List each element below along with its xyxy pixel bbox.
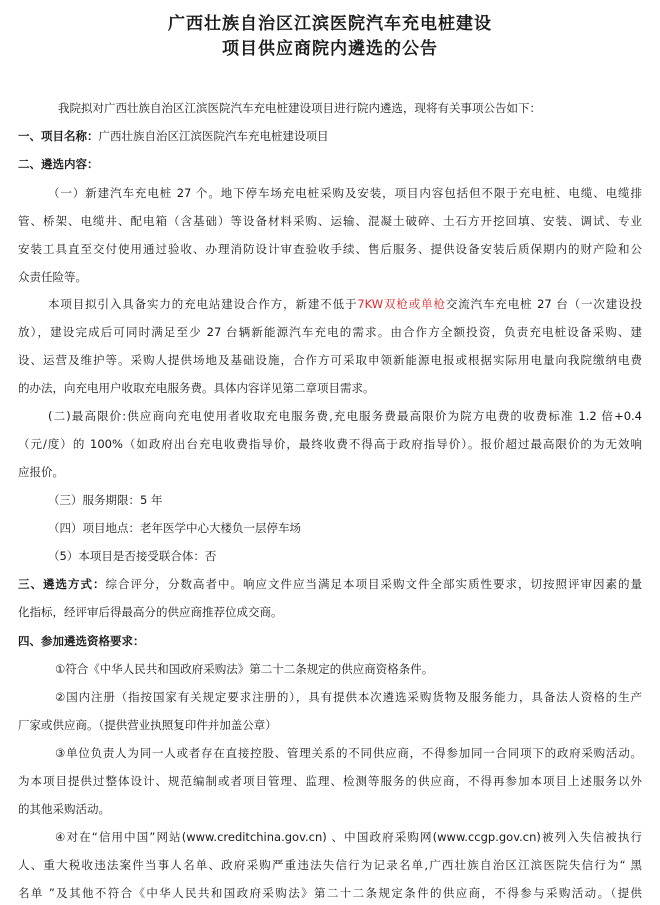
- qualification-item-3-line: ③单位负责人为同一人或者存在直接控股、管理关系的不同供应商，不得参加同一合同项下的政府采购活动。: [55, 746, 642, 760]
- section-2-p3-line: (二)最高限价:供应商向充电使用者收取充电服务费,充电服务费最高限价为院方电费的收费标准 1.2 倍+0.4: [48, 409, 642, 423]
- consortium-accepted: （5）本项目是否接受联合体：否: [48, 549, 217, 563]
- section-3-line: [18, 577, 642, 591]
- section-2-p1-line: 管、桥架、电缆井、配电箱（含基础）等设备材料采购、运输、混凝土破碎、土石方开挖回填、安装、调试、专业: [18, 214, 642, 228]
- highlighted-charger-spec: 7KW双枪或单枪: [357, 297, 446, 311]
- qualification-item-3-line: 的其他采购活动。: [18, 802, 110, 816]
- section-1-heading: 一、项目名称：: [18, 129, 99, 143]
- section-2-p2-line: 设、运营及维护等。采购人提供场地及基础设施，合作方可采取申领新能源电报或根据实际用电量向我院缴纳电费: [18, 353, 642, 367]
- project-location: （四）项目地点：老年医学中心大楼负一层停车场: [48, 521, 301, 535]
- qualification-item-4-line: 名单 ”及其他不符合《中华人民共和国政府采购法》第二十二条规定条件的供应商，不得参与采购活动。（提供: [18, 886, 642, 900]
- section-3-text: 综合评分，分数高者中。响应文件应当满足本项目采购文件全部实质性要求，切按照评审因素的量: [105, 577, 642, 591]
- section-3-line: 化指标，经评审后得最高分的供应商推荐位成交商。: [18, 605, 283, 619]
- qualification-item-4-line: 人、重大税收违法案件当事人名单、政府采购严重违法失信行为记录名单,广西壮族自治区江滨医院失信行为“ 黑: [18, 858, 642, 872]
- qualification-item-1: ①符合《中华人民共和国政府采购法》第二十二条规定的供应商资格条件。: [55, 662, 434, 676]
- section-1-project-name: [18, 129, 642, 143]
- intro-paragraph: 我院拟对广西壮族自治区江滨医院汽车充电桩建设项目进行院内遴选，现将有关事项公告如下：: [58, 101, 541, 115]
- service-period: （三）服务期限：5 年: [48, 493, 163, 507]
- section-2-p3-line: （元/度）的 100%（如政府出台充电收费指导价，最终收费不得高于政府指导价）。报价超过最高限价的为无效响: [18, 437, 642, 451]
- document-title-line-2: 项目供应商院内遴选的公告: [222, 39, 438, 59]
- section-2-p2-text: 本项目拟引入具备实力的充电站建设合作方，新建不低于: [48, 297, 358, 311]
- section-2-p2-text: 交流汽车充电桩 27 台（一次建设投: [445, 297, 642, 311]
- section-2-p2-line: 的办法，向充电用户收取充电服务费。具体内容详见第二章项目需求。: [18, 381, 375, 395]
- qualification-item-4-line: ④对在“信用中国”网站(www.creditchina.gov.cn) 、中国政府采购网(www.ccgp.gov.cn)被列入失信被执行: [55, 830, 642, 844]
- section-2-p2-line: 放），建设完成后可同时满足至少 27 台辆新能源汽车充电的需求。由合作方全额投资，负责充电桩设备采购、建: [18, 325, 642, 339]
- section-2-p3-line: 应报价。: [18, 465, 64, 479]
- section-3-heading: 三、遴选方式：: [18, 577, 106, 591]
- qualification-item-2-line: ②国内注册（指按国家有关规定要求注册的），具有提供本次遴选采购货物及服务能力，具备法人资格的生产: [55, 690, 642, 704]
- section-1-text: 广西壮族自治区江滨医院汽车充电桩建设项目: [98, 129, 329, 143]
- section-4-heading: 四、参加遴选资格要求：: [18, 634, 145, 648]
- section-2-heading: 二、遴选内容：: [18, 157, 99, 171]
- qualification-item-2-line: 厂家或供应商。（提供营业执照复印件并加盖公章）: [18, 718, 277, 732]
- qualification-item-3-line: 为本项目提供过整体设计、规范编制或者项目管理、监理、检测等服务的供应商，不得再参加本项目上述服务以外: [18, 774, 642, 788]
- section-2-p1-line: （一）新建汽车充电桩 27 个。地下停车场充电桩采购及安装，项目内容包括但不限于充电桩、电缆、电缆排: [48, 186, 642, 200]
- section-2-p1-line: 众责任险等。: [18, 270, 87, 284]
- section-2-p1-line: 安装工具直至交付使用通过验收、办理消防设计审查验收手续、售后服务、提供设备安装后质保期内的财产险和公: [18, 242, 642, 256]
- document-title-line-1: 广西壮族自治区江滨医院汽车充电桩建设: [168, 14, 492, 34]
- section-2-p2-line: [48, 297, 642, 311]
